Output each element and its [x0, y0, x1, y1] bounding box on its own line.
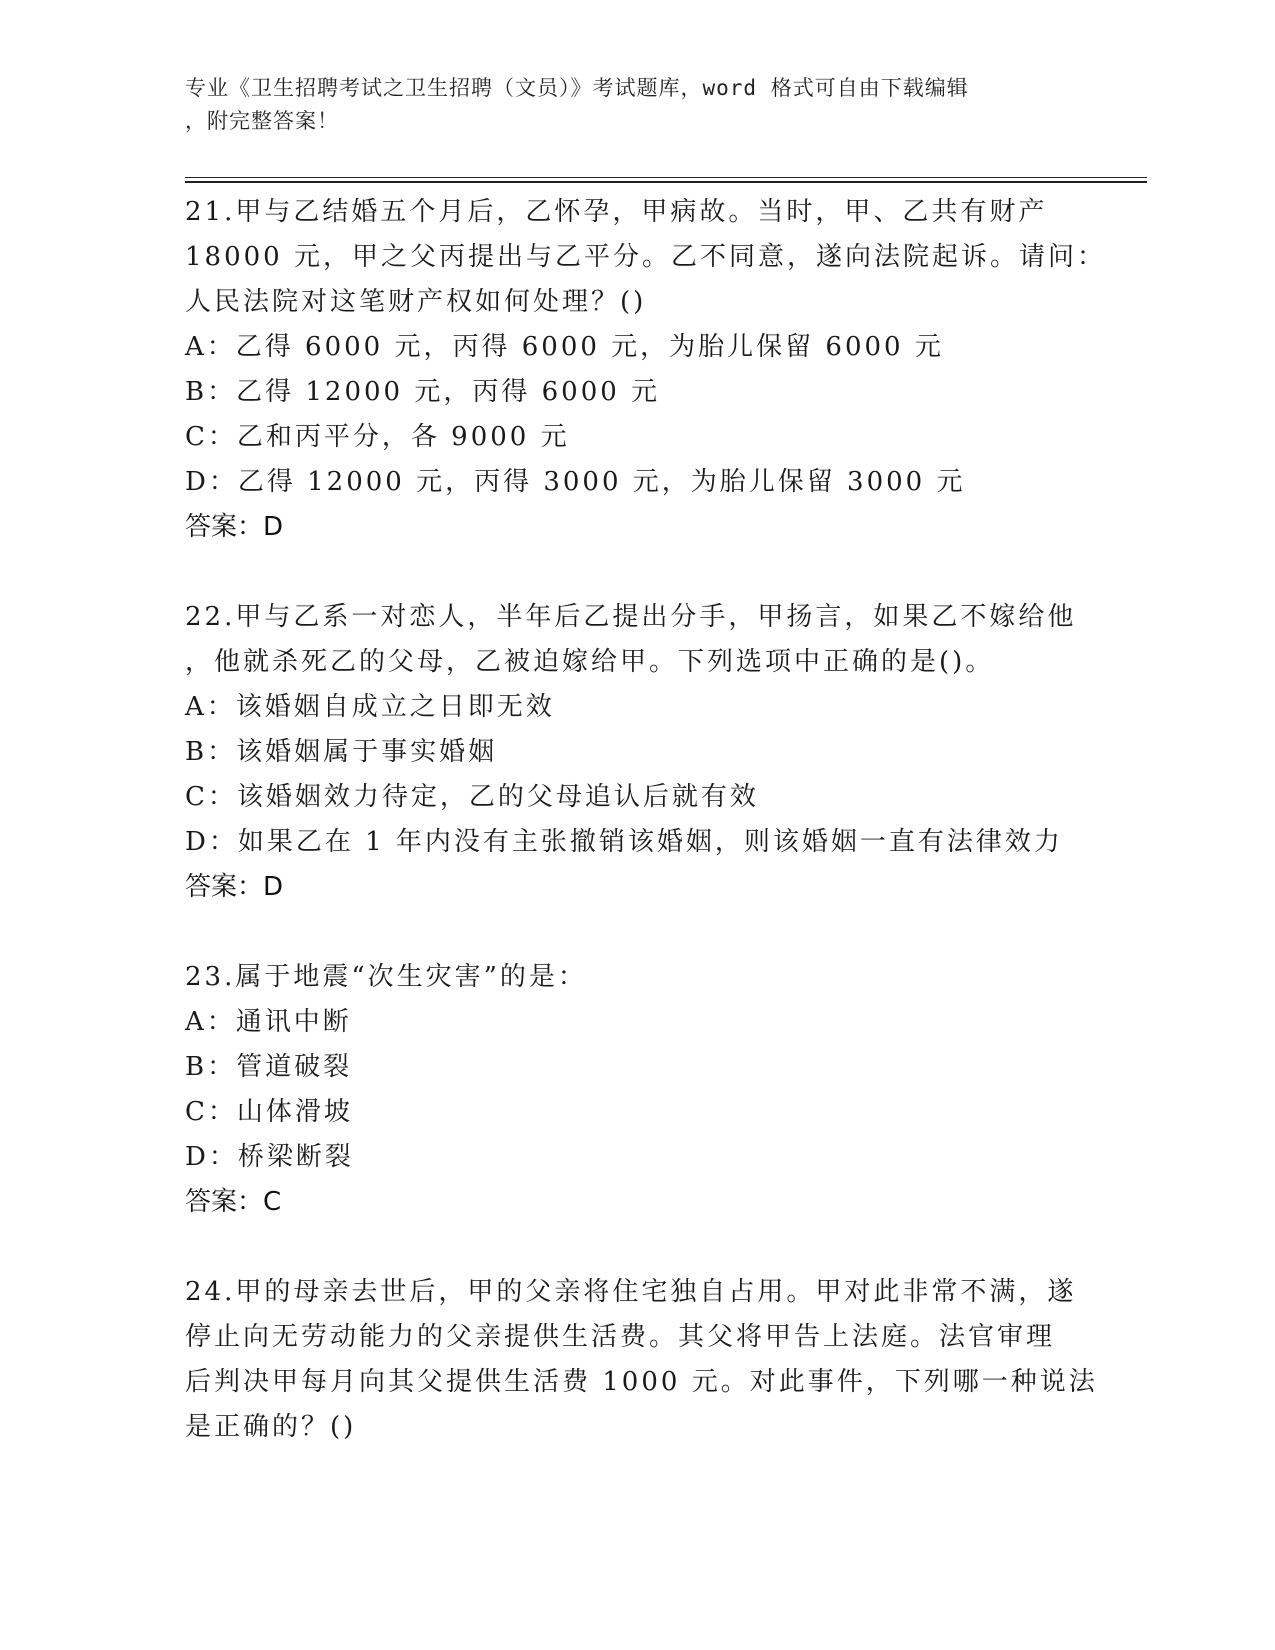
header-divider — [185, 181, 1147, 183]
header-line: 专业《卫生招聘考试之卫生招聘（文员）》考试题库，word 格式可自由下载编辑 — [185, 76, 969, 100]
question-21 — [185, 190, 1106, 550]
spacer — [185, 910, 1085, 955]
question-text: 是正确的？() — [185, 1412, 357, 1442]
option-c: C：乙和丙平分，各 9000 元 — [185, 422, 570, 452]
question-text: 21.甲与乙结婚五个月后，乙怀孕，甲病故。当时，甲、乙共有财产 — [185, 197, 1048, 227]
option-a: A：乙得 6000 元，丙得 6000 元，为胎儿保留 6000 元 — [185, 332, 944, 362]
question-22 — [185, 595, 1085, 910]
question-text: 24.甲的母亲去世后，甲的父亲将住宅独自占用。甲对此非常不满，遂 — [185, 1277, 1077, 1307]
option-a: A：通讯中断 — [185, 1007, 352, 1037]
option-b: B：管道破裂 — [185, 1052, 353, 1082]
option-b: B：乙得 12000 元，丙得 6000 元 — [185, 377, 661, 407]
header-line: ，附完整答案！ — [185, 109, 339, 133]
spacer — [185, 1225, 1085, 1270]
question-text: 人民法院对这笔财产权如何处理？() — [185, 287, 647, 317]
question-text: 23.属于地震“次生灾害”的是： — [185, 962, 587, 992]
answer: 答案：C — [185, 1187, 282, 1217]
option-c: C：山体滑坡 — [185, 1097, 353, 1127]
option-a: A：该婚姻自成立之日即无效 — [185, 692, 555, 722]
option-d: D：如果乙在 1 年内没有主张撤销该婚姻，则该婚姻一直有法律效力 — [185, 827, 1063, 857]
spacer — [185, 550, 1085, 595]
option-d: D：乙得 12000 元，丙得 3000 元，为胎儿保留 3000 元 — [185, 467, 966, 497]
question-24 — [185, 1270, 1098, 1450]
question-text: ，他就杀死乙的父母，乙被迫嫁给甲。下列选项中正确的是()。 — [185, 647, 995, 677]
question-text: 22.甲与乙系一对恋人，半年后乙提出分手，甲扬言，如果乙不嫁给他 — [185, 602, 1077, 632]
option-d: D：桥梁断裂 — [185, 1142, 354, 1172]
question-text: 后判决甲每月向其父提供生活费 1000 元。对此事件，下列哪一种说法 — [185, 1367, 1098, 1397]
option-c: C：该婚姻效力待定，乙的父母追认后就有效 — [185, 782, 759, 812]
answer: 答案：D — [185, 872, 284, 902]
option-b: B：该婚姻属于事实婚姻 — [185, 737, 498, 767]
header-divider — [185, 177, 1147, 178]
document-header — [185, 72, 1065, 138]
question-list — [185, 190, 1106, 1450]
answer: 答案：D — [185, 512, 284, 542]
question-text: 停止向无劳动能力的父亲提供生活费。其父将甲告上法庭。法官审理 — [185, 1322, 1056, 1352]
question-text: 18000 元，甲之父丙提出与乙平分。乙不同意，遂向法院起诉。请问： — [185, 242, 1106, 272]
question-23 — [185, 955, 1085, 1225]
